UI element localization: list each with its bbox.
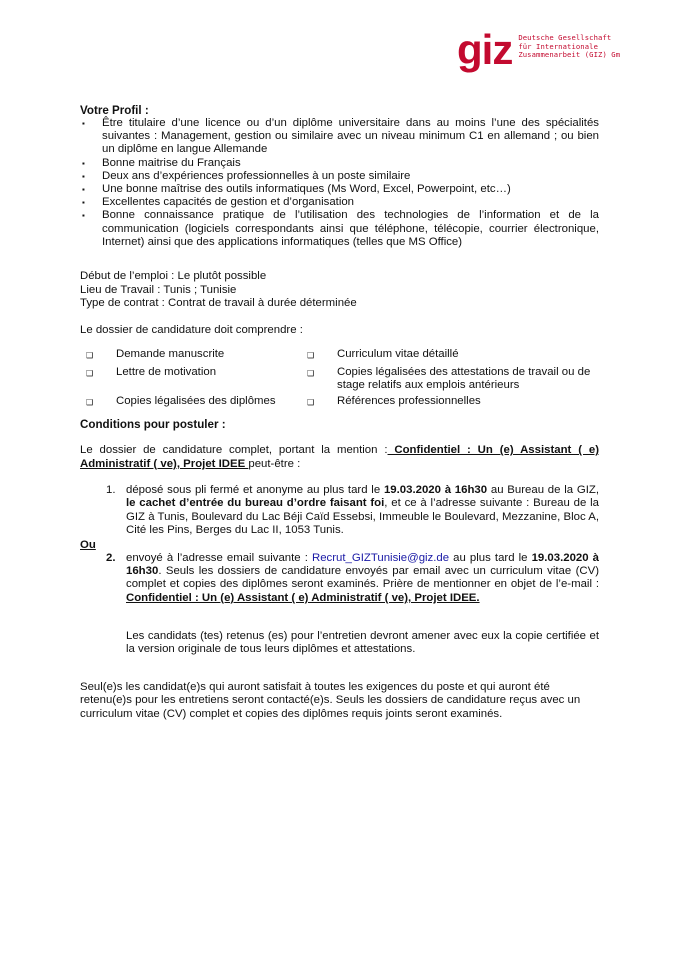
checkbox-icon: ❑ <box>307 398 315 408</box>
document-body <box>80 104 599 722</box>
checkbox-icon: ❑ <box>86 351 94 361</box>
checkbox-icon: ❑ <box>307 368 315 378</box>
giz-logo-mark: giz <box>457 26 513 73</box>
square-bullet-icon: ▪ <box>82 198 85 208</box>
checklist-item: ❑ Demande manuscrite <box>86 348 307 362</box>
email-subject: Confidentiel : Un (e) Assistant ( e) Administratif ( ve), Projet IDEE. <box>126 591 480 604</box>
checkbox-icon: ❑ <box>86 398 94 408</box>
checklist-item: ❑ Curriculum vitae détaillé <box>307 348 597 362</box>
profile-item: ▪ Être titulaire d’une licence ou d’un diplôme universitaire dans au moins l’une des spécialités suivantes : Management, gestion ou similaire avec un niveau minimum C1 en allemand ; ou bien un diplôme en langue Allemande <box>82 117 599 156</box>
conditions-heading: Conditions pour postuler : <box>80 418 226 432</box>
checkbox-icon: ❑ <box>307 351 315 361</box>
option-number: 1. <box>106 484 116 497</box>
square-bullet-icon: ▪ <box>82 171 85 181</box>
logo-line: für Internationale <box>518 41 599 51</box>
checkbox-icon: ❑ <box>86 368 94 378</box>
job-contract: Type de contrat : Contrat de travail à durée déterminée <box>80 297 357 310</box>
square-bullet-icon: ▪ <box>82 211 85 221</box>
profile-item: ▪ Deux ans d’expériences professionnelles à un poste similaire <box>82 169 411 182</box>
profile-item: ▪ Bonne connaissance pratique de l’utilisation des technologies de l’information et de la communication (logiciels correspondants ainsi que téléphone, télécopie, courrier électronique, Internet) ainsi que des applications informatiques (telles que MS Office) <box>82 209 599 248</box>
square-bullet-icon: ▪ <box>82 158 85 168</box>
checklist-item: ❑ Copies légalisées des diplômes <box>86 395 307 409</box>
profile-list <box>80 117 599 249</box>
option-email: 2. envoyé à l’adresse email suivante : Recrut_GIZTunisie@giz.de au plus tard le 19.03.2020 à 16h30. Seuls les dossiers de candidature envoyés par email avec un curriculum vitae (CV) complet et copies des diplômes seront examinés. Prière de mentionner en objet de l’e-mail : Confidentiel : Un (e) Assistant ( e) Administratif ( ve), Projet IDEE. <box>106 551 600 604</box>
option-number: 2. <box>106 551 116 564</box>
checklist-item: ❑ Copies légalisées des attestations de travail ou de stage relatifs aux emplois antérieurs <box>307 365 591 391</box>
profile-heading: Votre Profil : <box>80 104 149 117</box>
logo-line: Zusammenarbeit (GIZ) Gm <box>518 50 621 60</box>
or-label: Ou <box>80 538 96 551</box>
checklist-item: ❑ Lettre de motivation <box>86 366 307 392</box>
profile-item: ▪ Excellentes capacités de gestion et d’organisation <box>82 196 355 209</box>
job-start: Début de l’emploi : Le plutôt possible <box>80 270 267 283</box>
mention-label: Confidentiel : Un (e) Assistant ( e) Administratif ( ve), Projet IDEE <box>80 444 599 470</box>
giz-logo-text <box>518 34 620 60</box>
giz-logo <box>457 26 621 73</box>
square-bullet-icon: ▪ <box>82 185 85 195</box>
profile-item: ▪ Bonne maitrise du Français <box>82 156 241 169</box>
interview-note: Les candidats (tes) retenus (es) pour l’entretien devront amener avec eux la copie certifiée et la version originale de tous leurs diplômes et attestations. <box>126 629 599 656</box>
deadline: 19.03.2020 à 16h30 <box>126 551 600 578</box>
dossier-checklist <box>86 348 599 409</box>
dossier-intro: Le dossier de candidature doit comprendre : <box>80 323 303 336</box>
logo-line: Deutsche Gesellschaft <box>518 33 612 42</box>
conditions-intro: Le dossier de candidature complet, portant la mention : Confidentiel : Un (e) Assistant ( e) Administratif ( ve), Projet IDEE peut-être : <box>80 444 599 470</box>
deadline: 19.03.2020 à 16h30 <box>383 484 488 497</box>
profile-item: ▪ Une bonne maîtrise des outils informatiques (Ms Word, Excel, Powerpoint, etc…) <box>82 183 511 196</box>
closing-paragraph: Seul(e)s les candidat(e)s qui auront satisfait à toutes les exigences du poste et qui auront été retenu(e)s pour les entretiens seront contacté(e)s. Seuls les dossiers de candidature reçus avec un curriculum vitae (CV) complet et copies des diplômes requis joints seront examinés. <box>80 680 581 721</box>
checklist-item: ❑ Références professionnelles <box>307 395 597 409</box>
job-location: Lieu de Travail : Tunis ; Tunisie <box>80 283 237 296</box>
square-bullet-icon: ▪ <box>82 119 85 128</box>
option-deposit: 1. déposé sous pli fermé et anonyme au plus tard le 19.03.2020 à 16h30 au Bureau de la GIZ, le cachet d’entrée du bureau d’ordre faisant foi, et ce à l’adresse suivante : Bureau de la GIZ à Tunis, Boulevard du Lac Béji Caïd Essebsi, Immeuble le Boulevard, Mezzanine, Bloc A, Cité les Pins, Berges du Lac II, 1053 Tunis. <box>106 484 599 537</box>
email-link[interactable]: Recrut_GIZTunisie@giz.de <box>311 551 450 564</box>
